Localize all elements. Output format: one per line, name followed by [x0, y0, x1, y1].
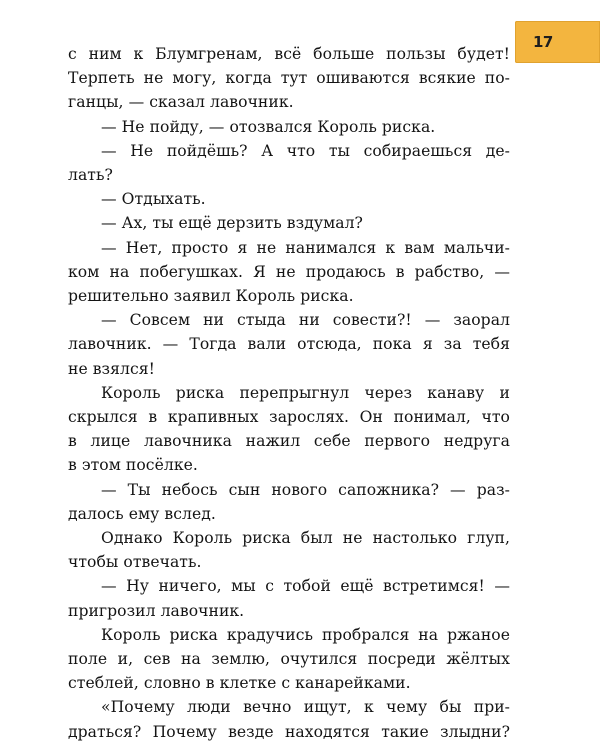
text-line: решительно заявил Король риска. — [68, 287, 354, 306]
text-line: Терпеть не могу, когда тут ошиваются всякие по- — [68, 69, 510, 88]
text-line: лавочник. — Тогда вали отсюда, пока я за тебя — [68, 335, 510, 354]
text-line: лать? — [68, 166, 113, 185]
text-line: скрылся в крапивных зарослях. Он понимал, что — [68, 408, 510, 427]
text-line: «Почему люди вечно ищут, к чему бы при- — [101, 698, 510, 717]
text-line: с ним к Блумгренам, всё больше пользы будет! — [68, 45, 510, 63]
text-line: не взялся! — [68, 359, 155, 378]
page-number: 17 — [533, 33, 553, 51]
text-line: в лице лавочника нажил себе первого недруга — [68, 432, 510, 451]
text-line: ком на побегушках. Я не продаюсь в рабство, — — [68, 262, 510, 281]
text-line: драться? Почему везде находятся такие злыдни? — [68, 722, 510, 741]
text-line: в этом посёлке. — [68, 456, 198, 475]
text-line: пригрозил лавочник. — [68, 601, 245, 620]
text-line: ганцы, — сказал лавочник. — [68, 93, 294, 112]
text-line: — Нет, просто я не нанимался к вам мальчи- — [101, 238, 510, 257]
text-line: — Совсем ни стыда ни совести?! — заорал — [101, 311, 510, 330]
text-line: — Отдыхать. — [101, 190, 206, 209]
text-line: далось ему вслед. — [68, 504, 216, 523]
text-line: — Ты небось сын нового сапожника? — раз- — [101, 480, 510, 499]
text-line: — Ну ничего, мы с тобой ещё встретимся! — — [101, 577, 510, 596]
text-line: — Ах, ты ещё дерзить вздумал? — [101, 214, 363, 233]
text-line: Однако Король риска был не настолько глуп, — [101, 529, 510, 548]
text-line: стеблей, словно в клетке с канарейками. — [68, 674, 411, 693]
page-number-tab — [515, 21, 600, 63]
text-line: — Не пойду, — отозвался Король риска. — [101, 117, 436, 136]
text-line: поле и, сев на землю, очутился посреди жёлтых — [68, 650, 510, 669]
text-line: Король риска перепрыгнул через канаву и — [101, 383, 510, 402]
text-line: — Не пойдёшь? А что ты собираешься де- — [101, 141, 510, 160]
text-line: чтобы отвечать. — [68, 553, 202, 572]
body-text — [68, 42, 510, 744]
text-line: Король риска крадучись пробрался на ржаное — [101, 625, 510, 644]
